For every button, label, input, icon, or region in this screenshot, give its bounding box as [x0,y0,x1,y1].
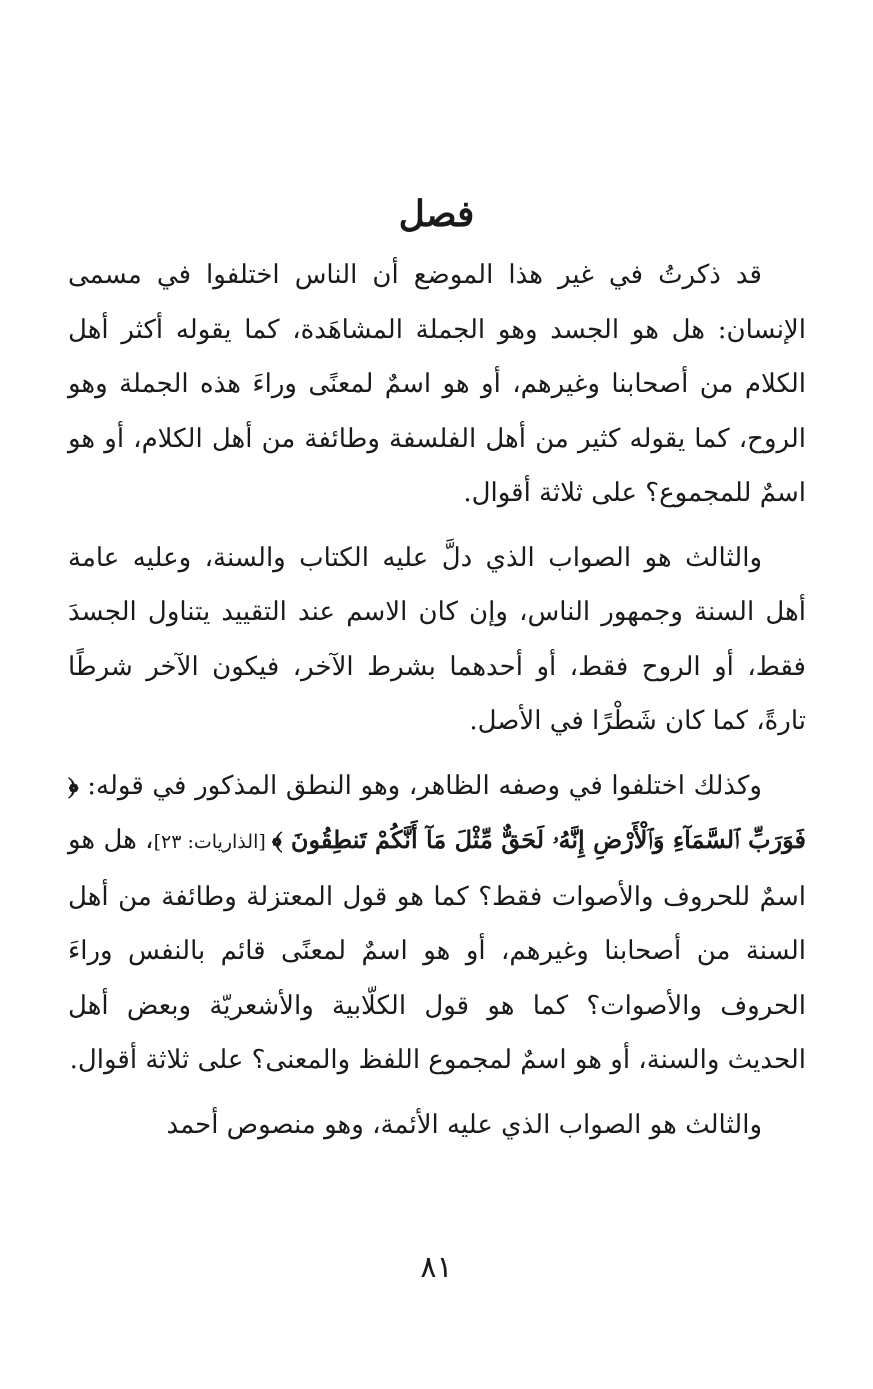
paragraph-3-body: ، هل هو اسمٌ للحروف والأصوات فقط؟ كما هو قول المعتزلة وطائفة من أهل السنة من أصحابنا وغيرهم، أو هو اسمٌ لمعنًى قائم بالنفس وراءَ الحروف والأصوات؟ كما هو قول الكلّابية والأشعريّة وبعض أهل الحديث والسنة، أو هو اسمٌ لمجموع اللفظ والمعنى؟ على ثلاثة أقوال. [68,825,806,1075]
paragraph-3 [68,759,806,1088]
quran-verse: ﴿ فَوَرَبِّ ٱلسَّمَآءِ وَٱلْأَرْضِ إِنَّهُۥ لَحَقٌّ مِّثْلَ مَآ أَنَّكُمْ تَنطِقُونَ ﴾ [68,770,807,854]
paragraph-4: والثالث هو الصواب الذي عليه الأئمة، وهو منصوص أحمد [166,1109,762,1140]
body-text [68,248,806,1152]
chapter-title: فصل [398,193,475,236]
verse-citation: [الذاريات: ٢٣] [153,831,272,853]
paragraph-1: قد ذكرتُ في غير هذا الموضع أن الناس اختلفوا في مسمى الإنسان: هل هو الجسد وهو الجملة المشاهَدة، كما يقوله أكثر أهل الكلام من أصحابنا وغيرهم، أو هو اسمٌ لمعنًى وراءَ هذه الجملة وهو الروح، كما يقوله كثير من أهل الفلسفة وطائفة من أهل الكلام، أو هو اسمٌ للمجموع؟ على ثلاثة أقوال. [68,260,806,508]
paragraph-2: والثالث هو الصواب الذي دلَّ عليه الكتاب والسنة، وعليه عامة أهل السنة وجمهور الناس، وإن كان الاسم عند التقييد يتناول الجسدَ فقط، أو الروح فقط، أو أحدهما بشرط الآخر، فيكون الآخر شرطًا تارةً، كما كان شَطْرًا في الأصل. [68,542,806,736]
page-number: ٨١ [420,1250,453,1285]
paragraph-3-intro: وكذلك اختلفوا في وصفه الظاهر، وهو النطق المذكور في قوله: [78,770,762,801]
